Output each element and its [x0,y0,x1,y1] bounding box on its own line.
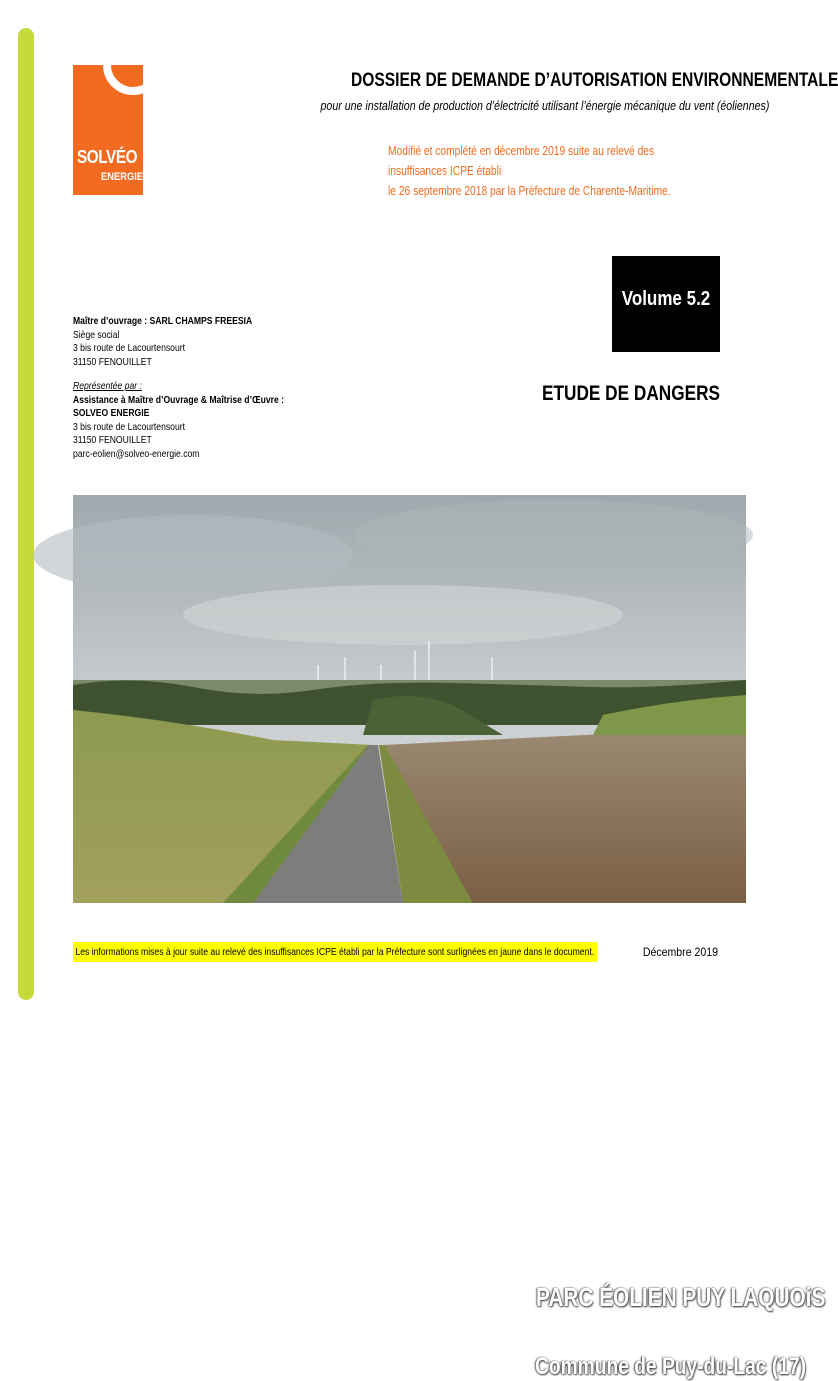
commune-name: Commune de Puy-du-Lac (17) [535,1353,806,1380]
representative-address-line: 3 bis route de Lacourtensourt [73,420,186,433]
owner-block [73,315,284,461]
volume-badge [612,256,720,352]
representative-email[interactable]: parc-eolien@solveo-energie.com [73,447,200,460]
logo-ring-mark [103,35,163,95]
owner-address-line: 3 bis route de Lacourtensourt [73,342,186,354]
modification-note-line: le 26 septembre 2018 par la Préfecture de Charente-Maritime. [388,184,671,198]
owner-label: Maître d’ouvrage : SARL CHAMPS FREESIA [73,315,253,327]
highlight-note: Les informations mises à jour suite au relevé des insuffisances ICPE établi par la Préfecture sont surlignées en jaune dans le document. [73,942,597,962]
logo-sub-text: ENERGIE [101,171,144,183]
logo-brand-text: SOLVÉO [77,147,138,167]
owner-address-line: Siège social [73,328,120,341]
document-title: DOSSIER DE DEMANDE D’AUTORISATION ENVIRONNEMENTALE [351,70,838,91]
study-title: ETUDE DE DANGERS [542,382,720,405]
representative-role: Assistance à Maître d’Ouvrage & Maîtrise d’Œuvre : [73,393,285,406]
modification-note-line: Modifié et complété en décembre 2019 suite au relevé des insuffisances ICPE établi [388,144,655,178]
volume-label: Volume 5.2 [621,288,711,310]
modification-note [388,141,700,201]
owner-address-line: 31150 FENOUILLET [73,355,152,368]
document-date: Décembre 2019 [642,945,718,959]
document-subtitle: pour une installation de production d’électricité utilisant l’énergie mécanique du vent (éoliennes) [320,99,770,113]
solveo-logo [73,65,143,195]
decorative-side-bar [18,28,34,1000]
representative-address-line: 31150 FENOUILLET [73,434,152,446]
representative-company: SOLVEO ENERGIE [73,407,150,419]
landscape-illustration [73,495,746,903]
representative-intro: Représentée par : [73,380,142,392]
park-name: PARC ÉOLIEN PUY LAQUOiS [536,1282,826,1312]
